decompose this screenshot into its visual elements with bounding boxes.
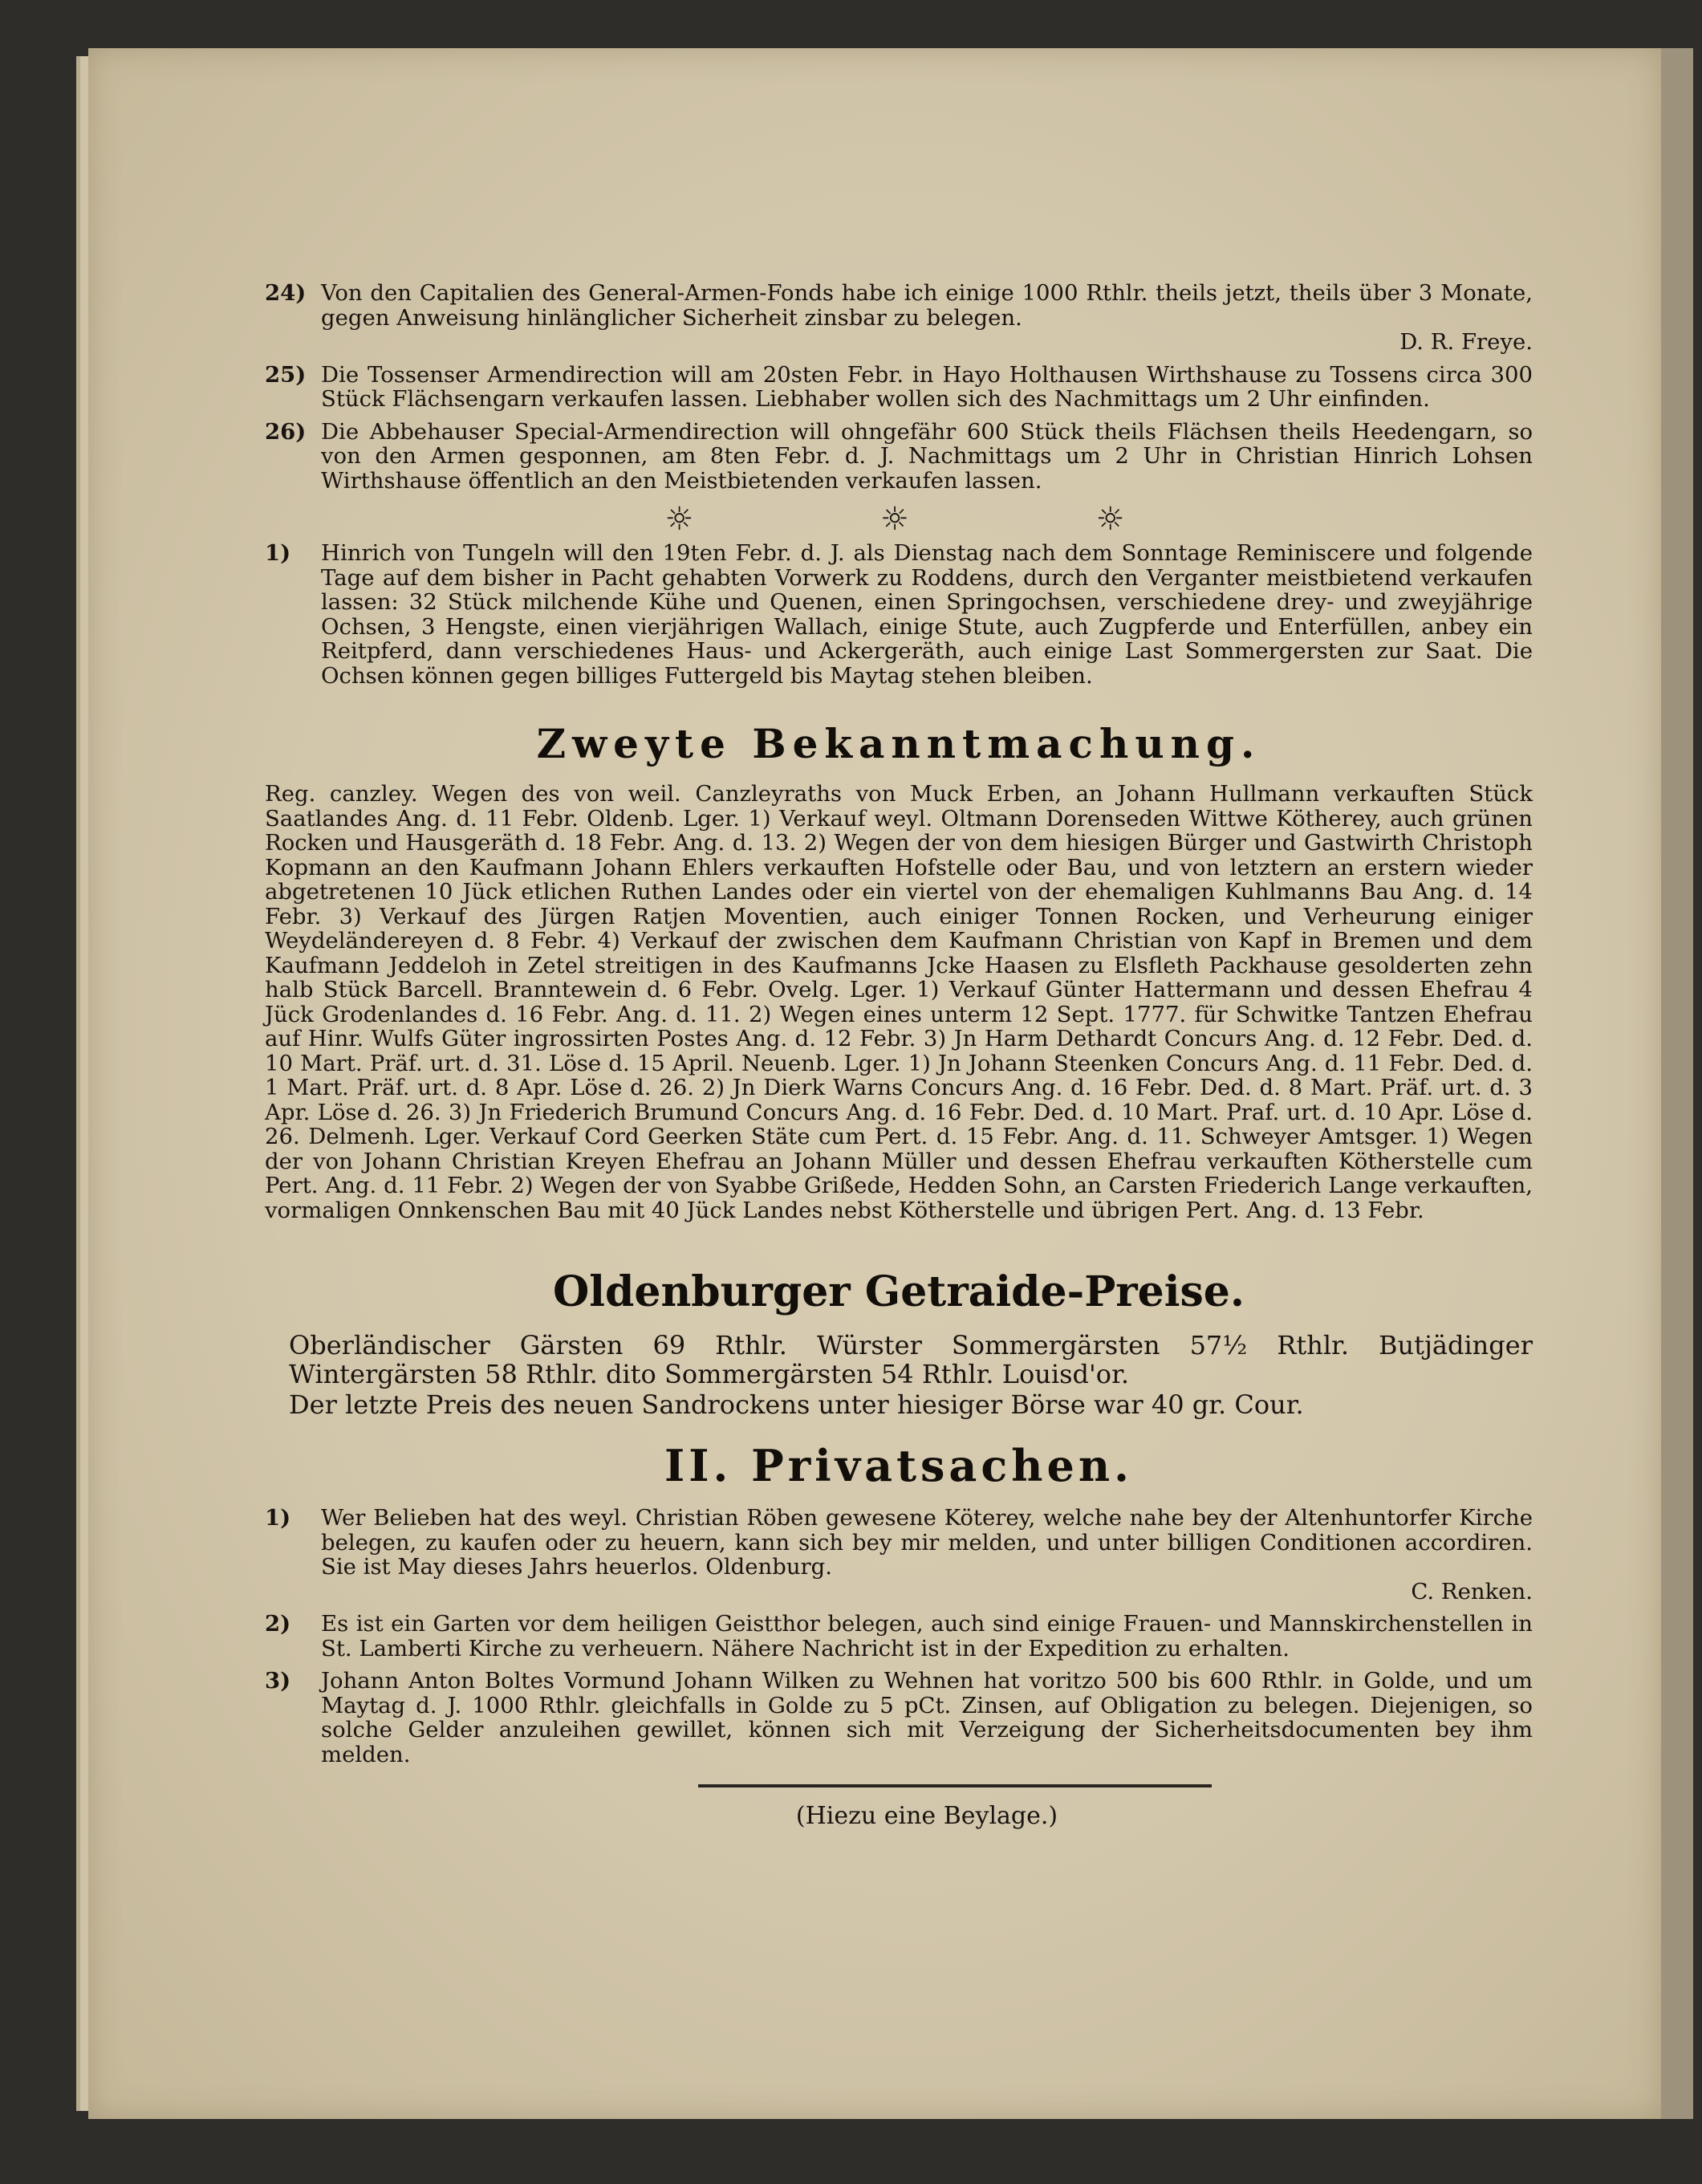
private-notice-2 — [265, 1612, 1533, 1661]
notice-number: 26) — [265, 418, 307, 445]
notice-number: 2) — [265, 1611, 291, 1637]
zweyte-bekanntmachung-text: Reg. canzley. Wegen des von weil. Canzleyraths von Muck Erben, an Johann Hullmann verkauften Stück Saatlandes Ang. d. 11 Febr. Oldenb. Lger. 1) Verkauf weyl. Oltmann Dorenseden Wittwe Kötherey, auch grünen Rocken und Hausgeräth d. 18 Febr. Ang. d. 13. 2) Wegen der von dem hiesigen Bürger und Gastwirth Christoph Kopmann an den Kaufmann Johann Ehlers verkauften Hofstelle oder Bau, und von letztern an erstern wieder abgetretenen 10 Jück etlichen Ruthen Landes oder ein viertel von der ehemaligen Kuhlmanns Bau Ang. d. 14 Febr. 3) Verkauf des Jürgen Ratjen Moventien, auch einiger Tonnen Rocken, und Verheurung einiger Weydeländereyen d. 8 Febr. 4) Verkauf der zwischen dem Kaufmann Christian von Kapf in Bremen und dem Kaufmann Jeddeloh in Zetel streitigen in des Kaufmanns Jcke Haasen zu Elsfleth Packhause gesolderten zehn halb Stück Barcell. Branntewein d. 6 Febr. Ovelg. Lger. 1) Verkauf Günter Hattermann und dessen Ehefrau 4 Jück Grodenlandes d. 16 Febr. Ang. d. 11. 2) Wegen eines unterm 12 Sept. 1777. für Schwitke Tantzen Ehefrau auf Hinr. Wulfs Güter ingrossirten Postes Ang. d. 12 Febr. 3) Jn Harm Dethardt Concurs Ang. d. 12 Febr. Ded. d. 10 Mart. Präf. urt. d. 31. Löse d. 15 April. Neuenb. Lger. 1) Jn Johann Steenken Concurs Ang. d. 11 Febr. Ded. d. 1 Mart. Präf. urt. d. 8 Apr. Löse d. 26. 2) Jn Dierk Warns Concurs Ang. d. 16 Febr. Ded. d. 8 Mart. Präf. urt. d. 3 Apr. Löse d. 26. 3) Jn Friederich Brumund Concurs Ang. d. 16 Febr. Ded. d. 10 Mart. Praf. urt. d. 10 Apr. Löse d. 26. Delmenh. Lger. Verkauf Cord Geerken Stäte cum Pert. d. 15 Febr. Ang. d. 11. Schweyer Amtsger. 1) Wegen der von Johann Christian Kreyen Ehefrau an Johann Müller und dessen Ehefrau verkauften Kötherstelle cum Pert. Ang. d. 11 Febr. 2) Wegen der von Syabbe Grißede, Hedden Sohn, an Carsten Friederich Lange verkauften, vormaligen Onnkenschen Bau mit 40 Jück Landes nebst Kötherstelle und übrigen Pert. Ang. d. 13 Febr. — [265, 781, 1533, 1223]
notice-number: 3) — [265, 1668, 291, 1694]
notice-text: Die Tossenser Armendirection will am 20sten Febr. in Hayo Holthausen Wirthshause zu Tossens circa 300 Stück Flächsengarn verkaufen lassen. Liebhaber wollen sich des Nachmittags um 2 Uhr einfinden. — [321, 361, 1533, 412]
private-notice-3 — [265, 1669, 1533, 1767]
section-heading-privatsachen: II. Privatsachen. — [664, 1440, 1133, 1491]
sandrocken-price-text: Der letzte Preis des neuen Sandrockens unter hiesiger Börse war 40 gr. Cour. — [289, 1389, 1304, 1420]
notice-signature: D. R. Freye. — [1399, 329, 1533, 355]
notice-text: Von den Capitalien des General-Armen-Fonds habe ich einige 1000 Rthlr. theils jetzt, theils über 3 Monate, gegen Anweisung hinlänglicher Sicherheit zinsbar zu belegen. — [321, 280, 1533, 331]
page-content — [265, 281, 1533, 1830]
notice-number: 1) — [265, 540, 291, 566]
section-heading-zweyte-bekanntmachung: Zweyte Bekanntmachung. — [536, 720, 1261, 767]
notice-text: Hinrich von Tungeln will den 19ten Febr. d. J. als Dienstag nach dem Sonntage Reminiscere und folgende Tage auf dem bisher in Pacht gehabten Vorwerk zu Roddens, durch den Verganter meistbietend verkaufen lassen: 32 Stück milchende Kühe und Quenen, einen Springochsen, verschiedene drey- und zweyjährige Ochsen, 3 Hengste, einen vierjährigen Wallach, einige Stute, auch Zugpferde und Enterfüllen, anbey ein Reitpferd, dann verschiedenes Haus- und Ackergeräth, auch einige Last Sommergersten zur Saat. Die Ochsen können gegen billiges Futtergeld bis Maytag stehen bleiben. — [321, 540, 1533, 689]
notice-text: Wer Belieben hat des weyl. Christian Röben gewesene Köterey, welche nahe bey der Altenhuntorfer Kirche belegen, zu kaufen oder zu heuern, kann sich bey mir melden, und unter billigen Conditionen accordiren. Sie ist May dieses Jahrs heuerlos. Oldenburg. — [321, 1505, 1533, 1580]
notice-number: 24) — [265, 280, 307, 306]
notice-number: 1) — [265, 1505, 291, 1531]
grain-prices-text: Oberländischer Gärsten 69 Rthlr. Würster Sommergärsten 57½ Rthlr. Butjädinger Wintergärsten 58 Rthlr. dito Sommergärsten 54 Rthlr. Louisd'or. — [289, 1330, 1533, 1389]
notice-text: Johann Anton Boltes Vormund Johann Wilken zu Wehnen hat voritzo 500 bis 600 Rthlr. in Golde, und um Maytag d. J. 1000 Rthlr. gleichfalls in Golde zu 5 pCt. Zinsen, auf Obligation zu belegen. Diejenigen, so solche Gelder anzuleihen gewillet, können sich mit Verzeigung der Sicherheitsdocumenten bey ihm melden. — [321, 1668, 1533, 1767]
private-notice-1 — [265, 1506, 1533, 1604]
notice-25 — [265, 363, 1533, 412]
notice-text: Es ist ein Garten vor dem heiligen Geistthor belegen, auch sind einige Frauen- und Mannskirchenstellen in St. Lamberti Kirche zu verheuern. Nähere Nachricht ist in der Expedition zu erhalten. — [321, 1611, 1533, 1661]
section-heading-getraide-preise: Oldenburger Getraide-Preise. — [553, 1267, 1245, 1316]
page-gutter — [1661, 48, 1693, 2119]
notice-24 — [265, 281, 1533, 355]
closing-rule — [698, 1784, 1212, 1787]
notice-text: Die Abbehauser Special-Armendirection will ohngefähr 600 Stück theils Flächsen theils Heedengarn, so von den Armen gesponnen, am 8ten Febr. d. J. Nachmittags um 2 Uhr in Christian Hinrich Lohsen Wirthshause öffentlich an den Meistbietenden verkaufen lassen. — [321, 418, 1533, 494]
notice-number: 25) — [265, 361, 307, 388]
supplement-note: (Hiezu eine Beylage.) — [795, 1802, 1058, 1830]
notice-26 — [265, 420, 1533, 494]
notice-auction-tungeln — [265, 541, 1533, 688]
notice-signature: C. Renken. — [1411, 1578, 1533, 1604]
sun-ornament-divider: ☼ ☼ ☼ — [664, 501, 1213, 538]
